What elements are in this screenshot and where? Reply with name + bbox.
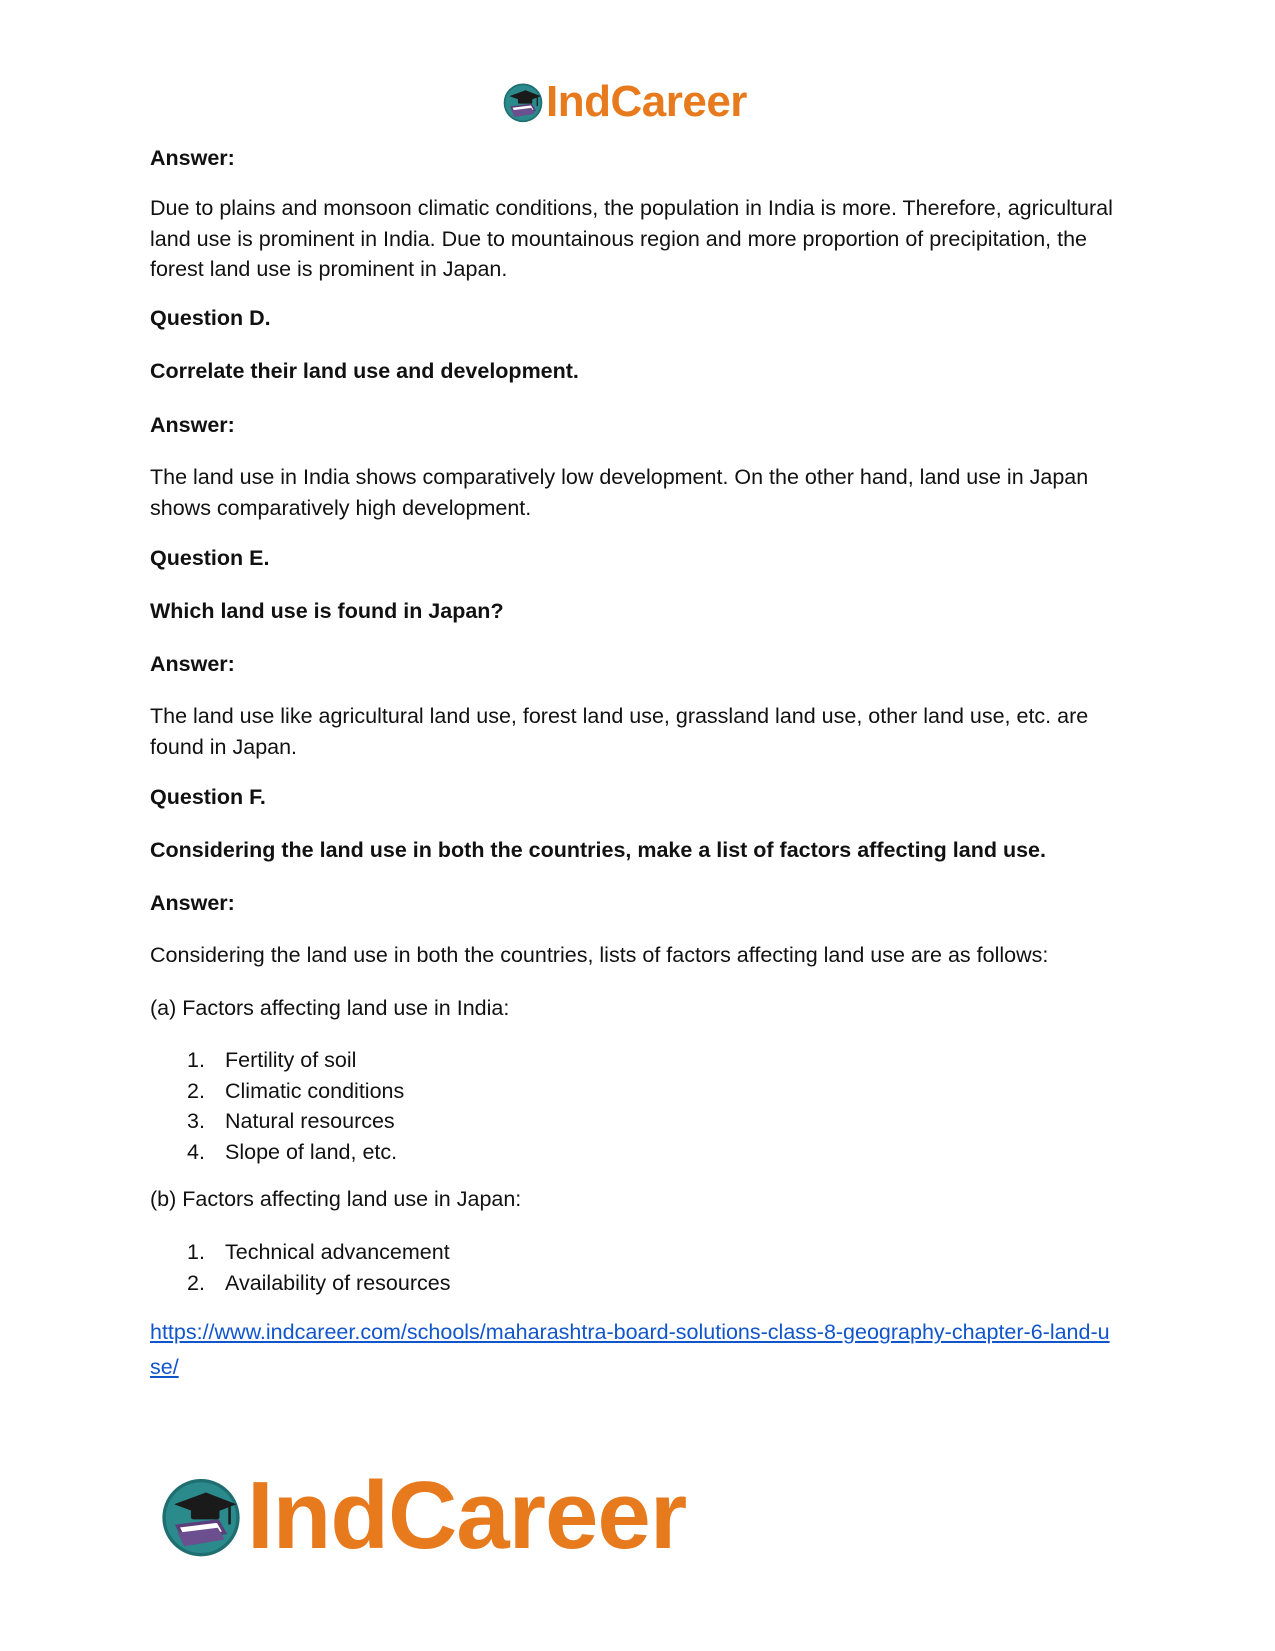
question-f-label: Question F. [150,785,266,809]
graduation-cap-book-icon [502,81,544,123]
logo-wordmark: IndCareer [247,1462,687,1569]
answer-e-text: The land use like agricultural land use, forest land use, grassland land use, other land use, etc. are found in Japan. [150,704,1089,759]
list-item: 2. Availability of resources [187,1270,451,1295]
question-d-label: Question D. [150,306,271,330]
question-f-text: Considering the land use in both the countries, make a list of factors affecting land use. [150,838,1046,862]
question-e-text: Which land use is found in Japan? [150,599,504,623]
list-item: 2. Climatic conditions [187,1078,405,1103]
answer-d-text: The land use in India shows comparatively low development. On the other hand, land use in Japan shows comparatively high development. [150,465,1089,520]
answer-d-label: Answer: [150,413,235,437]
list-item: 3. Natural resources [187,1109,395,1133]
japan-factors-heading: (b) Factors affecting land use in Japan: [150,1187,522,1211]
question-d-text: Correlate their land use and development. [150,359,579,383]
japan-factors-list [150,1237,1135,1298]
answer-f-intro: Considering the land use in both the countries, lists of factors affecting land use are as follows: [150,943,1049,967]
header-logo [502,77,747,126]
answer-f-label: Answer: [150,891,235,915]
list-item: 1. Fertility of soil [187,1048,357,1072]
footer-logo [159,1462,687,1569]
question-e-label: Question E. [150,546,270,570]
list-item: 4. Slope of land, etc. [187,1139,398,1164]
list-item: 1. Technical advancement [187,1240,450,1264]
source-link[interactable]: https://www.indcareer.com/schools/maharashtra-board-solutions-class-8-geography-chapter-6-land-use/ [150,1320,1110,1379]
india-factors-list [150,1045,1135,1167]
answer-c-label: Answer: [150,146,235,170]
answer-c-text: Due to plains and monsoon climatic conditions, the population in India is more. Therefore, agricultural land use is prominent in India. Due to mountainous region and more proportion of precipitation, the forest land use is prominent in Japan. [150,196,1113,281]
answer-e-label: Answer: [150,652,235,676]
india-factors-heading: (a) Factors affecting land use in India: [150,996,510,1020]
logo-wordmark: IndCareer [546,77,747,126]
graduation-cap-book-icon [159,1474,243,1558]
